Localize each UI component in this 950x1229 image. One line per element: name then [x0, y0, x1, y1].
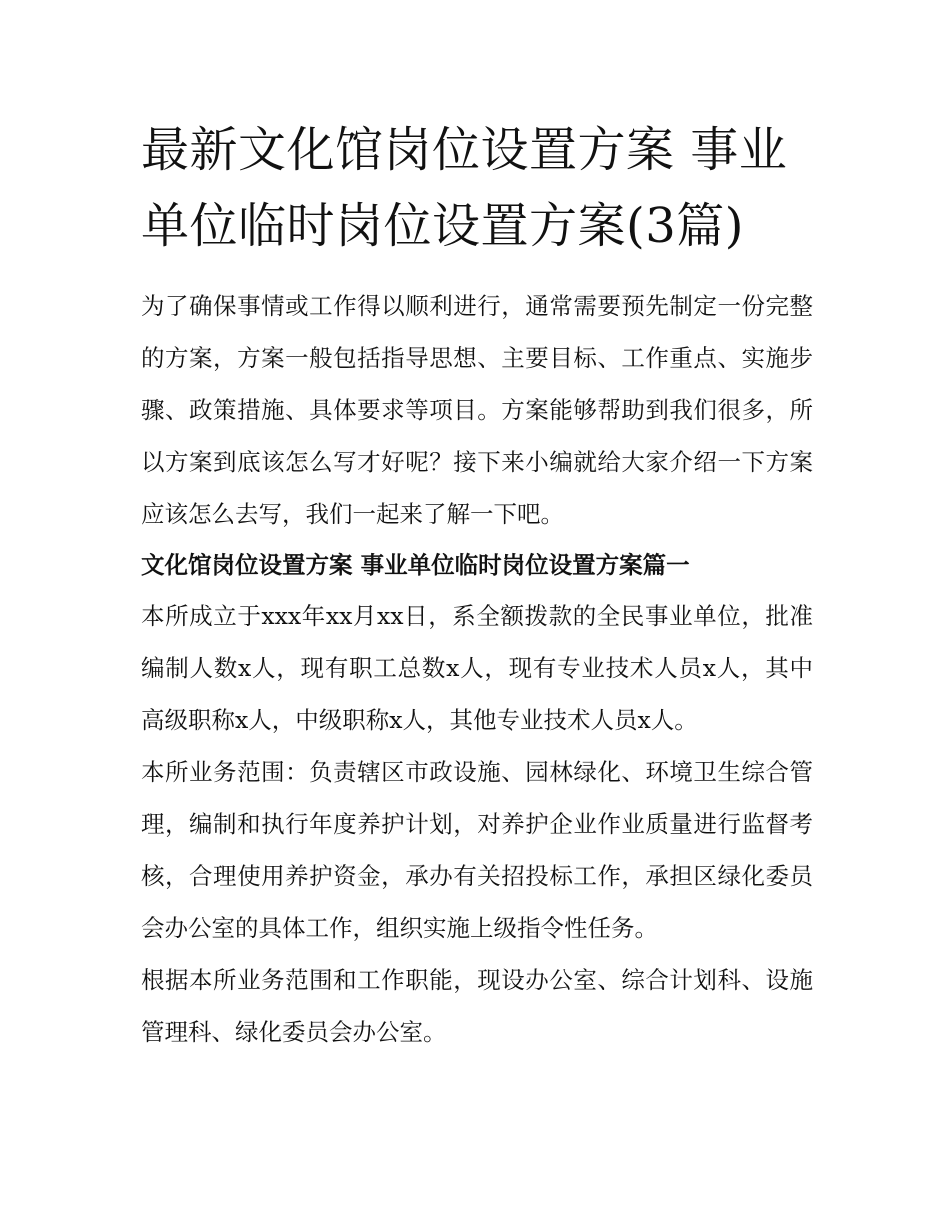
body-paragraph-1: 本所成立于xxx年xx月xx日，系全额拨款的全民事业单位，批准编制人数x人，现有职工总数x人，现有专业技术人员x人，其中高级职称x人，中级职称x人，其他专业技术人员x人。	[141, 602, 813, 734]
document-title: 最新文化馆岗位设置方案 事业单位临时岗位设置方案(3篇)	[141, 122, 788, 254]
document-page	[141, 112, 813, 1058]
body-paragraph-3: 根据本所业务范围和工作职能，现设办公室、综合计划科、设施管理科、绿化委员会办公室。	[141, 966, 813, 1046]
intro-paragraph: 为了确保事情或工作得以顺利进行，通常需要预先制定一份完整的方案，方案一般包括指导思想、主要目标、工作重点、实施步骤、政策措施、具体要求等项目。方案能够帮助到我们很多，所以方案到底该怎么写才好呢？接下来小编就给大家介绍一下方案应该怎么去写，我们一起来了解一下吧。	[141, 292, 813, 528]
section-heading: 文化馆岗位设置方案 事业单位临时岗位设置方案篇一	[141, 551, 690, 579]
body-paragraph-2: 本所业务范围：负责辖区市政设施、园林绿化、环境卫生综合管理，编制和执行年度养护计划，对养护企业作业质量进行监督考核，合理使用养护资金，承办有关招投标工作，承担区绿化委员会办公室的具体工作，组织实施上级指令性任务。	[141, 758, 813, 942]
